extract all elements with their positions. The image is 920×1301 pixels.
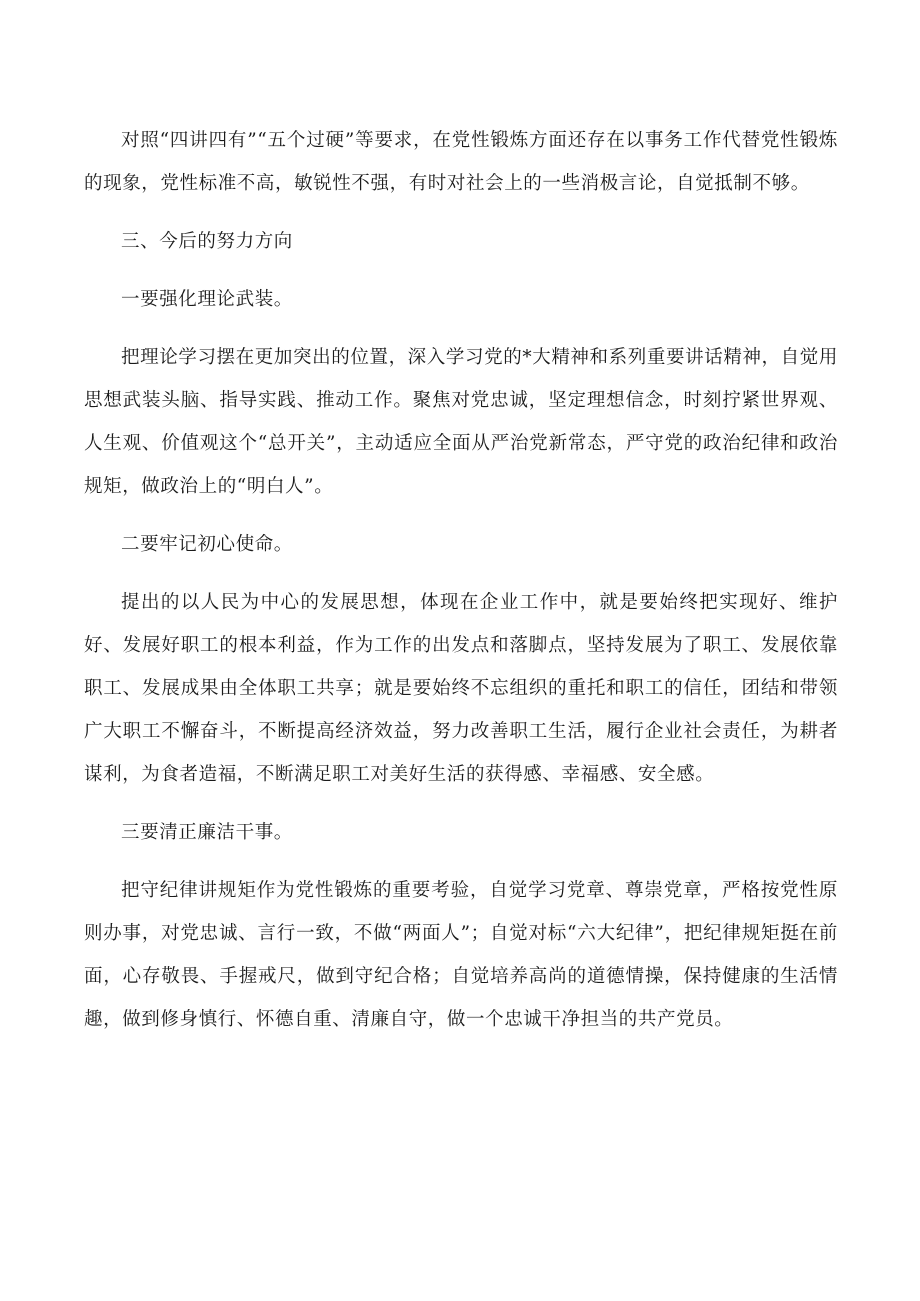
paragraph-integrity: 把守纪律讲规矩作为党性锻炼的重要考验，自觉学习党章、尊崇党章，严格按党性原则办事，对党忠诚、言行一致，不做“两面人”；自觉对标“六大纪律”，把纪律规矩挺在前面，心存敬畏、手握戒尺，做到守纪合格；自觉培养高尚的道德情操，保持健康的生活情趣，做到修身慎行、怀德自重、清廉自守，做一个忠诚干净担当的共产党员。 — [84, 880, 838, 1030]
subheading-integrity: 三要清正廉洁干事。 — [121, 822, 293, 843]
document-body — [84, 119, 838, 1041]
subheading-mission: 二要牢记初心使命。 — [121, 534, 293, 555]
section-heading-future-direction: 三、今后的努力方向 — [121, 231, 293, 252]
paragraph-mission: 提出的以人民为中心的发展思想，体现在企业工作中，就是要始终把实现好、维护好、发展好职工的根本利益，作为工作的出发点和落脚点，坚持发展为了职工、发展依靠职工、发展成果由全体职工共享；就是要始终不忘组织的重托和职工的信任，团结和带领广大职工不懈奋斗，不断提高经济效益，努力改善职工生活，履行企业社会责任，为耕者谋利，为食者造福，不断满足职工对美好生活的获得感、幸福感、安全感。 — [84, 592, 838, 785]
subheading-theory: 一要强化理论武装。 — [121, 289, 293, 310]
paragraph-self-assessment: 对照“四讲四有”“五个过硬”等要求，在党性锻炼方面还存在以事务工作代替党性锻炼的现象，党性标准不高，敏锐性不强，有时对社会上的一些消极言论，自觉抵制不够。 — [84, 130, 838, 194]
paragraph-theory: 把理论学习摆在更加突出的位置，深入学习党的*大精神和系列重要讲话精神，自觉用思想武装头脑、指导实践、推动工作。聚焦对党忠诚，坚定理想信念，时刻拧紧世界观、人生观、价值观这个“总开关”，主动适应全面从严治党新常态，严守党的政治纪律和政治规矩，做政治上的“明白人”。 — [84, 347, 838, 497]
